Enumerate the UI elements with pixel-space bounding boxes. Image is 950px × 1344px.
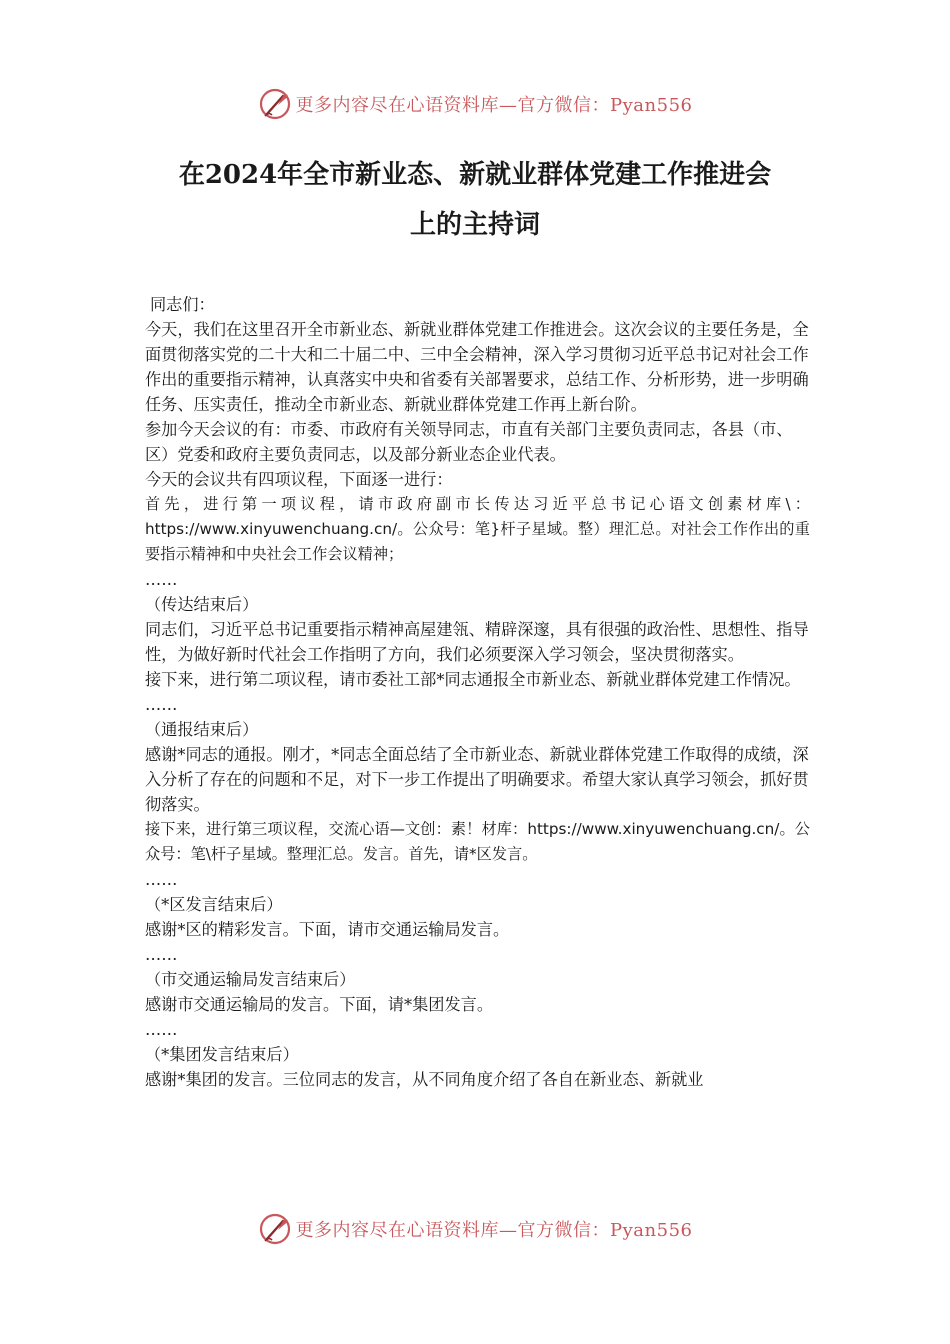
ellipsis: …… xyxy=(145,945,178,964)
paragraph: 今天，我们在这里召开全市新业态、新就业群体党建工作推进会。这次会议的主要任务是，全面贯彻落实党的二十大和二十届二中、三中全会精神，深入学习贯彻习近平总书记对社会工作作出的重要指示精神，认真落实中央和省委有关部署要求，总结工作、分析形势，进一步明确任务、压实责任，推动全市新业态、新就业群体党建工作再上新台阶。 xyxy=(145,320,809,414)
paragraph-agenda-3: 接下来，进行第三项议程，交流心语—文创：素！材库：https://www.xinyuwenchuang.cn/。公众号：笔\杆子星域。整理汇总。发言。首先，请*区发言。 xyxy=(145,820,810,863)
stage-note: （市交通运输局发言结束后） xyxy=(145,970,356,989)
document-title xyxy=(120,150,830,250)
quill-pen-logo-icon xyxy=(258,1212,292,1246)
paragraph: 参加今天会议的有：市委、市政府有关领导同志，市直有关部门主要负责同志，各县（市、区）党委和政府主要负责同志，以及部分新业态企业代表。 xyxy=(145,420,793,464)
stage-note: （*集团发言结束后） xyxy=(145,1045,299,1064)
salutation: 同志们： xyxy=(150,295,215,314)
stage-note: （传达结束后） xyxy=(145,595,259,614)
banner-text: 更多内容尽在心语资料库—官方微信：Pyan556 xyxy=(295,95,693,116)
header-banner xyxy=(0,84,950,124)
paragraph: 感谢*区的精彩发言。下面，请市交通运输局发言。 xyxy=(145,920,510,939)
title-line-1: 在2024年全市新业态、新就业群体党建工作推进会 xyxy=(178,160,772,190)
paragraph: 接下来，进行第二项议程，请市委社工部*同志通报全市新业态、新就业群体党建工作情况。 xyxy=(145,670,801,689)
paragraph: 感谢市交通运输局的发言。下面，请*集团发言。 xyxy=(145,995,494,1014)
stage-note: （通报结束后） xyxy=(145,720,259,739)
title-line-2: 上的主持词 xyxy=(409,210,540,240)
ellipsis: …… xyxy=(145,870,178,889)
ellipsis: …… xyxy=(145,1020,178,1039)
footer-banner xyxy=(0,1209,950,1249)
paragraph: 感谢*集团的发言。三位同志的发言，从不同角度介绍了各自在新业态、新就业 xyxy=(145,1070,704,1089)
document-body xyxy=(145,292,810,1092)
banner-text: 更多内容尽在心语资料库—官方微信：Pyan556 xyxy=(295,1220,693,1241)
quill-pen-logo-icon xyxy=(258,87,292,121)
ellipsis: …… xyxy=(145,570,178,589)
stage-note: （*区发言结束后） xyxy=(145,895,283,914)
ellipsis: …… xyxy=(145,695,178,714)
paragraph: 今天的会议共有四项议程，下面逐一进行： xyxy=(145,470,453,489)
paragraph: 同志们，习近平总书记重要指示精神高屋建瓴、精辟深邃，具有很强的政治性、思想性、指导性，为做好新时代社会工作指明了方向，我们必须要深入学习领会，坚决贯彻落实。 xyxy=(145,620,809,664)
paragraph-agenda-1: 首先，进行第一项议程，请市政府副市长传达习近平总书记心语文创素材库\：https://www.xinyuwenchuang.cn/。公众号：笔}杆子星域。整）理汇总。对社会工作作出的重要指示精神和中央社会工作会议精神； xyxy=(145,495,810,563)
paragraph: 感谢*同志的通报。刚才，*同志全面总结了全市新业态、新就业群体党建工作取得的成绩，深入分析了存在的问题和不足，对下一步工作提出了明确要求。希望大家认真学习领会，抓好贯彻落实。 xyxy=(145,745,809,814)
